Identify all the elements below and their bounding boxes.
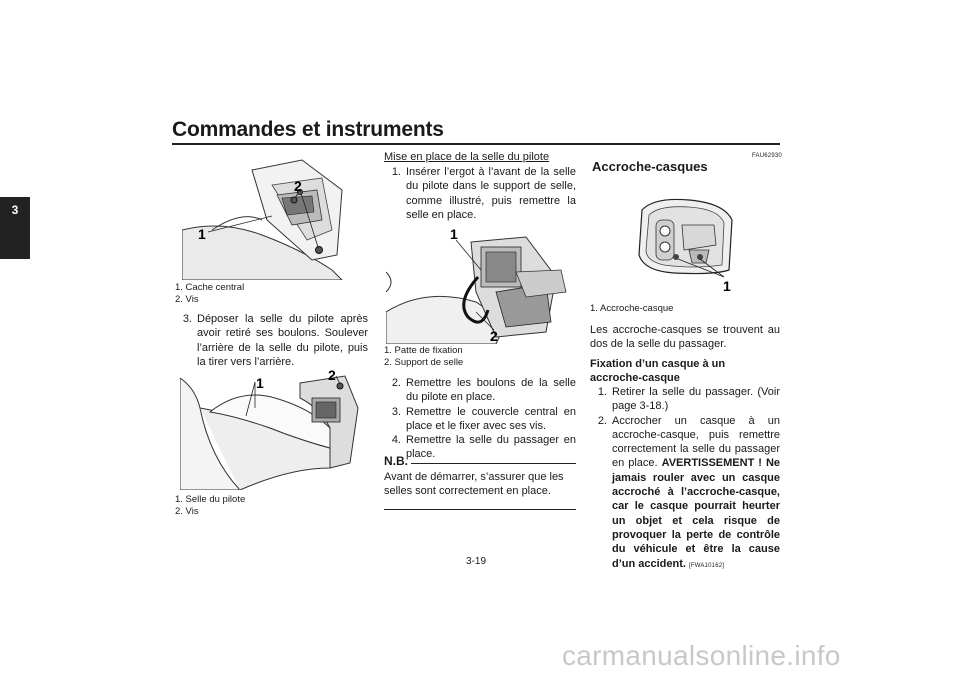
step-number: 4. [391, 434, 401, 447]
caption-line: 1. Selle du pilote [175, 494, 246, 505]
figure-helmet-holder [634, 195, 744, 295]
step-text: Accrocher un casque à un accroche-casque, puis remettre correctement la selle du passager en place. [612, 414, 780, 470]
callout-2: 2 [294, 178, 302, 194]
note-bottom-rule [384, 509, 576, 510]
step-number: 2. [391, 377, 401, 389]
callout-1: 1 [198, 226, 206, 242]
caption-line: 2. Vis [175, 506, 199, 517]
caption-line: 1. Patte de fixation [384, 345, 463, 356]
seat-bracket-illustration [386, 222, 571, 344]
watermark: carmanualsonline.info [562, 640, 841, 671]
figure-seat-bracket [386, 222, 571, 344]
step-text: Retirer la selle du passager. (Voir page 3-18.) [612, 386, 780, 413]
subheading-attach-helmet: Fixation d’un casque à un accroche-casque [590, 358, 726, 385]
header-rule [172, 143, 780, 145]
note-rule [411, 463, 576, 464]
callout-1: 1 [723, 278, 731, 294]
caption-line: 1. Accroche-casque [590, 303, 674, 314]
callout-2: 2 [490, 328, 498, 344]
step-item [590, 414, 780, 573]
subheading-install-rider-seat: Mise en place de la selle du pilote [384, 151, 550, 163]
step-1-insert-tab [384, 165, 576, 222]
figure-2-captions [175, 494, 245, 518]
note-label: N.B. [384, 454, 408, 468]
warning-text: AVERTISSEMENT ! Ne jamais rouler avec un casque accroché à l’accroche-casque, car le casque pourrait heurter un objet et cela risque de provoquer la perte de contrôle du véhicule et être la cause d’un accident. [612, 457, 780, 570]
step-item [384, 405, 576, 434]
rider-seat-illustration [180, 368, 365, 490]
center-cover-illustration [182, 150, 367, 280]
step-number: 1. [597, 386, 607, 398]
caption-line: 2. Support de selle [384, 357, 464, 368]
caption-line: 2. Vis [175, 294, 199, 305]
chapter-tab [0, 197, 30, 259]
caption-line: 1. Cache central [175, 282, 245, 293]
figure-3-captions [384, 345, 463, 369]
note-text: Avant de démarrer, s’assurer que les selles sont correctement en place. [384, 471, 564, 498]
helmet-holder-illustration [634, 195, 744, 295]
page-number: 3-19 [466, 556, 487, 567]
step-number: 2. [597, 414, 607, 427]
intro-text: Les accroche-casques se trouvent au dos de la selle du passager. [590, 324, 780, 351]
step-text: Remettre les boulons de la selle du pilote en place. [406, 377, 576, 404]
step-text: Déposer la selle du pilote après avoir retiré ses boulons. Soulever l’arrière de la selle du pilote, puis la tirer vers l’arrière. [197, 313, 368, 368]
section-code: FAU62930 [752, 153, 782, 159]
callout-1: 1 [256, 375, 264, 391]
warning-code: [FWA10162] [689, 562, 725, 569]
step-text: Remettre la selle du passager en place. [406, 434, 576, 461]
step-number: 3. [182, 313, 192, 325]
step-number: 1. [391, 166, 401, 178]
step-item [590, 385, 780, 414]
helmet-steps [590, 385, 780, 573]
section-heading: Accroche-casques [592, 159, 708, 174]
page-title: Commandes et instruments [172, 118, 444, 141]
steps-reinstall [384, 376, 576, 462]
figure-1-captions [175, 282, 244, 306]
figure-center-cover [182, 150, 367, 280]
step-text: Insérer l’ergot à l’avant de la selle du pilote dans le support de selle, comme illustré, puis remettre la selle en place. [406, 166, 576, 221]
figure-4-captions [590, 303, 673, 315]
chapter-number: 3 [11, 203, 19, 217]
step-text: Remettre le couvercle central en place et le fixer avec ses vis. [406, 405, 576, 432]
callout-2: 2 [328, 368, 336, 383]
figure-rider-seat [180, 368, 365, 490]
step-item [384, 376, 576, 405]
step-number: 3. [391, 405, 401, 418]
note-box [384, 454, 576, 510]
callout-1: 1 [450, 226, 458, 242]
step-3-remove-seat [175, 312, 368, 369]
